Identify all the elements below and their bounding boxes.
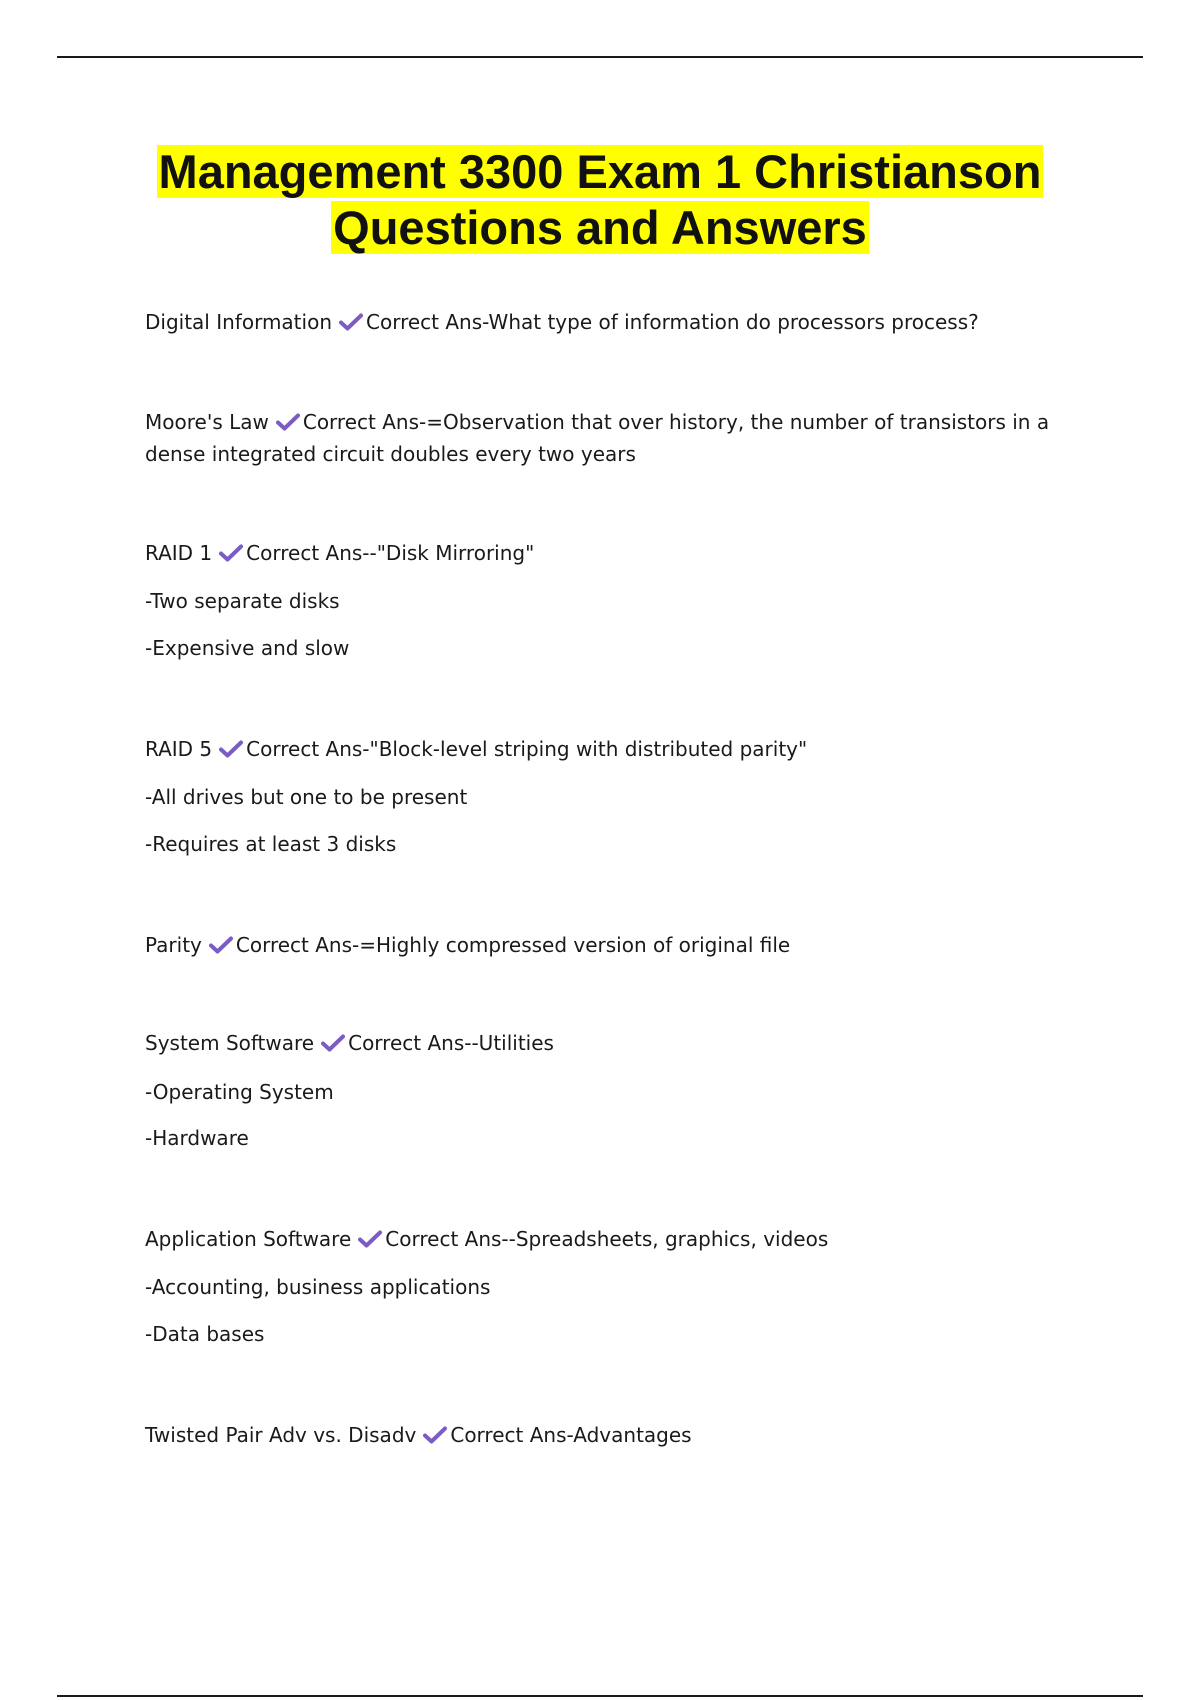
check-icon [276, 413, 300, 431]
qa-detail: -Data bases [145, 1322, 265, 1346]
qa-entry-system-software [145, 1027, 1065, 1060]
qa-term: Twisted Pair Adv vs. Disadv [145, 1423, 417, 1447]
check-icon [321, 1034, 345, 1052]
qa-entry-application-software [145, 1223, 1065, 1256]
qa-answer: Correct Ans-Advantages [450, 1423, 692, 1447]
check-icon [339, 313, 363, 331]
qa-detail: -Hardware [145, 1126, 249, 1150]
check-icon [219, 544, 243, 562]
qa-detail: -All drives but one to be present [145, 785, 468, 809]
qa-answer: Correct Ans-What type of information do processors process? [366, 310, 979, 334]
qa-term: Application Software [145, 1227, 352, 1251]
qa-detail: -Expensive and slow [145, 636, 350, 660]
qa-answer: Correct Ans-"Block-level striping with distributed parity" [246, 737, 808, 761]
qa-entry-twisted-pair [145, 1419, 1065, 1452]
check-icon [423, 1426, 447, 1444]
qa-answer: Correct Ans-=Observation that over history, the number of transistors in a dense integrated circuit doubles every two years [145, 410, 1050, 466]
qa-answer: Correct Ans--Spreadsheets, graphics, videos [385, 1227, 829, 1251]
qa-detail: -Operating System [145, 1080, 334, 1104]
check-icon [358, 1230, 382, 1248]
check-icon [219, 740, 243, 758]
qa-answer: Correct Ans--"Disk Mirroring" [246, 541, 535, 565]
qa-term: RAID 5 [145, 737, 213, 761]
bottom-rule [57, 1695, 1143, 1697]
qa-answer: Correct Ans--Utilities [348, 1031, 554, 1055]
qa-term: Parity [145, 933, 202, 957]
qa-detail: -Two separate disks [145, 589, 340, 613]
qa-entry-moores-law [145, 406, 1065, 470]
qa-term: Moore's Law [145, 410, 269, 434]
qa-entry-parity [145, 929, 1065, 962]
qa-term: RAID 1 [145, 541, 213, 565]
qa-answer: Correct Ans-=Highly compressed version of original file [235, 933, 791, 957]
qa-entry-raid-5 [145, 733, 1065, 766]
qa-detail: -Accounting, business applications [145, 1275, 491, 1299]
qa-entry-raid-1 [145, 537, 1065, 570]
qa-entry-digital-information [145, 306, 1065, 339]
title-line-1-text: Management 3300 Exam 1 Christianson [158, 145, 1042, 198]
title-line-2-text: Questions and Answers [333, 201, 867, 254]
qa-term: System Software [145, 1031, 315, 1055]
qa-term: Digital Information [145, 310, 332, 334]
qa-detail: -Requires at least 3 disks [145, 832, 397, 856]
check-icon [209, 936, 233, 954]
